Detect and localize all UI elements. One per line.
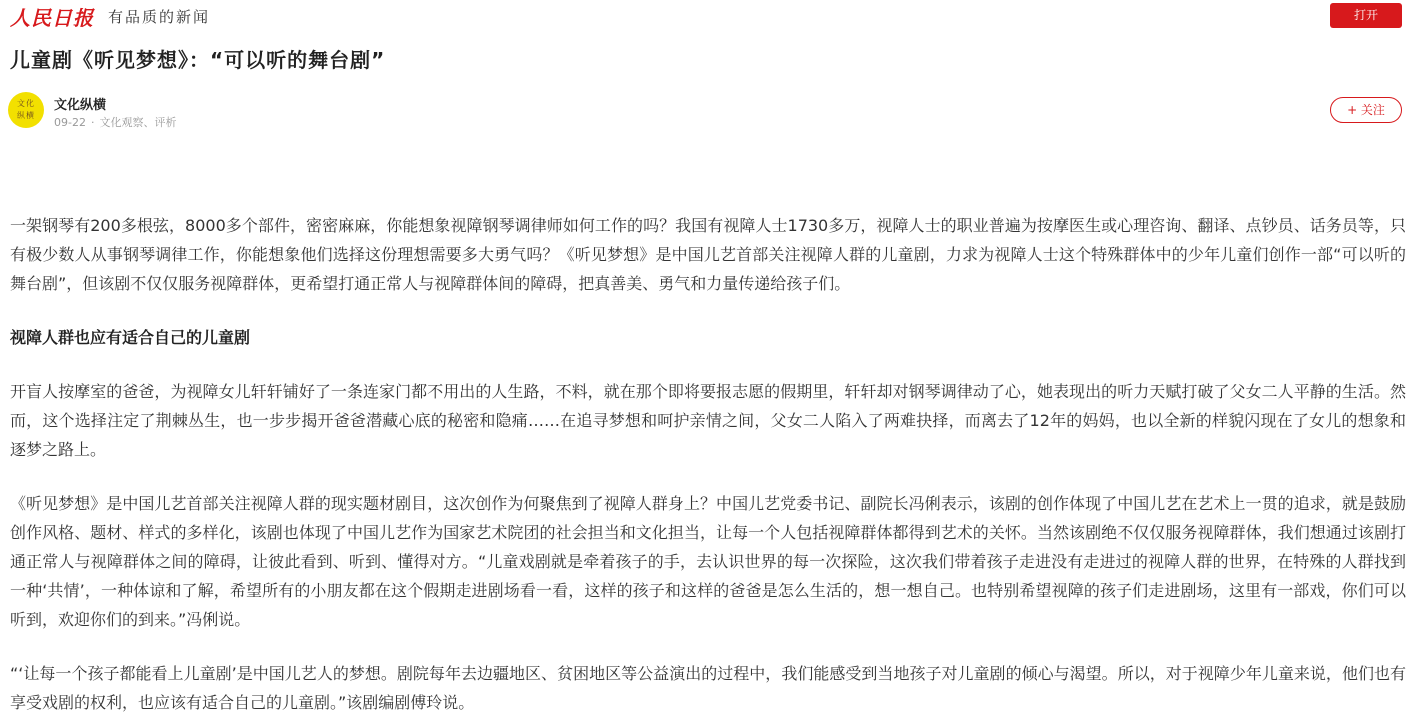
publish-date: 09-22 <box>54 116 86 129</box>
article-title: 儿童剧《听见梦想》：“可以听的舞台剧” <box>10 48 386 72</box>
article-body <box>10 211 1406 717</box>
site-logo[interactable] <box>10 3 210 29</box>
author-info <box>8 92 1402 132</box>
top-bar <box>0 0 1418 32</box>
article-paragraph: 一架钢琴有200多根弦，8000多个部件，密密麻麻，你能想象视障钢琴调律师如何工作的吗？我国有视障人士1730多万，视障人士的职业普遍为按摩医生或心理咨询、翻译、点钞员、话务员等，只有极少数人从事钢琴调律工作，你能想象他们选择这份理想需要多大勇气吗？《听见梦想》是中国儿艺首部关注视障人群的儿童剧，力求为视障人士这个特殊群体中的少年儿童们创作一部“可以听的舞台剧”，但该剧不仅仅服务视障群体，更希望打通正常人与视障群体间的障碍，把真善美、勇气和力量传递给孩子们。 <box>10 216 1406 293</box>
section-heading: 视障人群也应有适合自己的儿童剧 <box>10 328 251 347</box>
follow-button[interactable]: + 关注 <box>1330 97 1402 123</box>
article-paragraph: “‘让每一个孩子都能看上儿童剧’是中国儿艺人的梦想。剧院每年去边疆地区、贫困地区等公益演出的过程中，我们能感受到当地孩子对儿童剧的倾心与渴望。所以，对于视障少年儿童来说，他们也有享受戏剧的权利，也应该有适合自己的儿童剧。”该剧编剧傅玲说。 <box>10 664 1406 712</box>
site-slogan: 有品质的新闻 <box>108 7 211 26</box>
open-app-button[interactable]: 打开 <box>1330 3 1402 28</box>
author-name[interactable]: 文化纵横 <box>54 98 107 113</box>
people-daily-logo: 人民日报 <box>10 5 94 30</box>
author-meta <box>54 114 176 130</box>
article-paragraph: 《听见梦想》是中国儿艺首部关注视障人群的现实题材剧目，这次创作为何聚焦到了视障人群身上？中国儿艺党委书记、副院长冯俐表示，该剧的创作体现了中国儿艺在艺术上一贯的追求，就是鼓励创作风格、题材、样式的多样化，该剧也体现了中国儿艺作为国家艺术院团的社会担当和文化担当，让每一个人包括视障群体都得到艺术的关怀。当然该剧绝不仅仅服务视障群体，我们想通过该剧打通正常人与视障群体之间的障碍，让彼此看到、听到、懂得对方。“儿童戏剧就是牵着孩子的手，去认识世界的每一次探险，这次我们带着孩子走进没有走进过的视障人群的世界，在特殊的人群找到一种‘共情’，一种体谅和了解，希望所有的小朋友都在这个假期走进剧场看一看，这样的孩子和这样的爸爸是怎么生活的，想一想自己。也特别希望视障的孩子们走进剧场，这里有一部戏，你们可以听到，欢迎你们的到来。”冯俐说。 <box>10 494 1406 629</box>
author-avatar[interactable] <box>8 92 44 128</box>
meta-separator: · <box>90 116 95 129</box>
article-paragraph: 开盲人按摩室的爸爸，为视障女儿轩轩铺好了一条连家门都不用出的人生路，不料，就在那个即将要报志愿的假期里，轩轩却对钢琴调律动了心，她表现出的听力天赋打破了父女二人平静的生活。然而，这个选择注定了荆棘丛生，也一步步揭开爸爸潜藏心底的秘密和隐痛……在追寻梦想和呵护亲情之间，父女二人陷入了两难抉择，而离去了12年的妈妈，也以全新的样貌闪现在了女儿的想象和逐梦之路上。 <box>10 382 1406 459</box>
author-category: 文化观察、评析 <box>99 116 177 129</box>
avatar-logo-text: 文化纵横 <box>17 99 35 120</box>
